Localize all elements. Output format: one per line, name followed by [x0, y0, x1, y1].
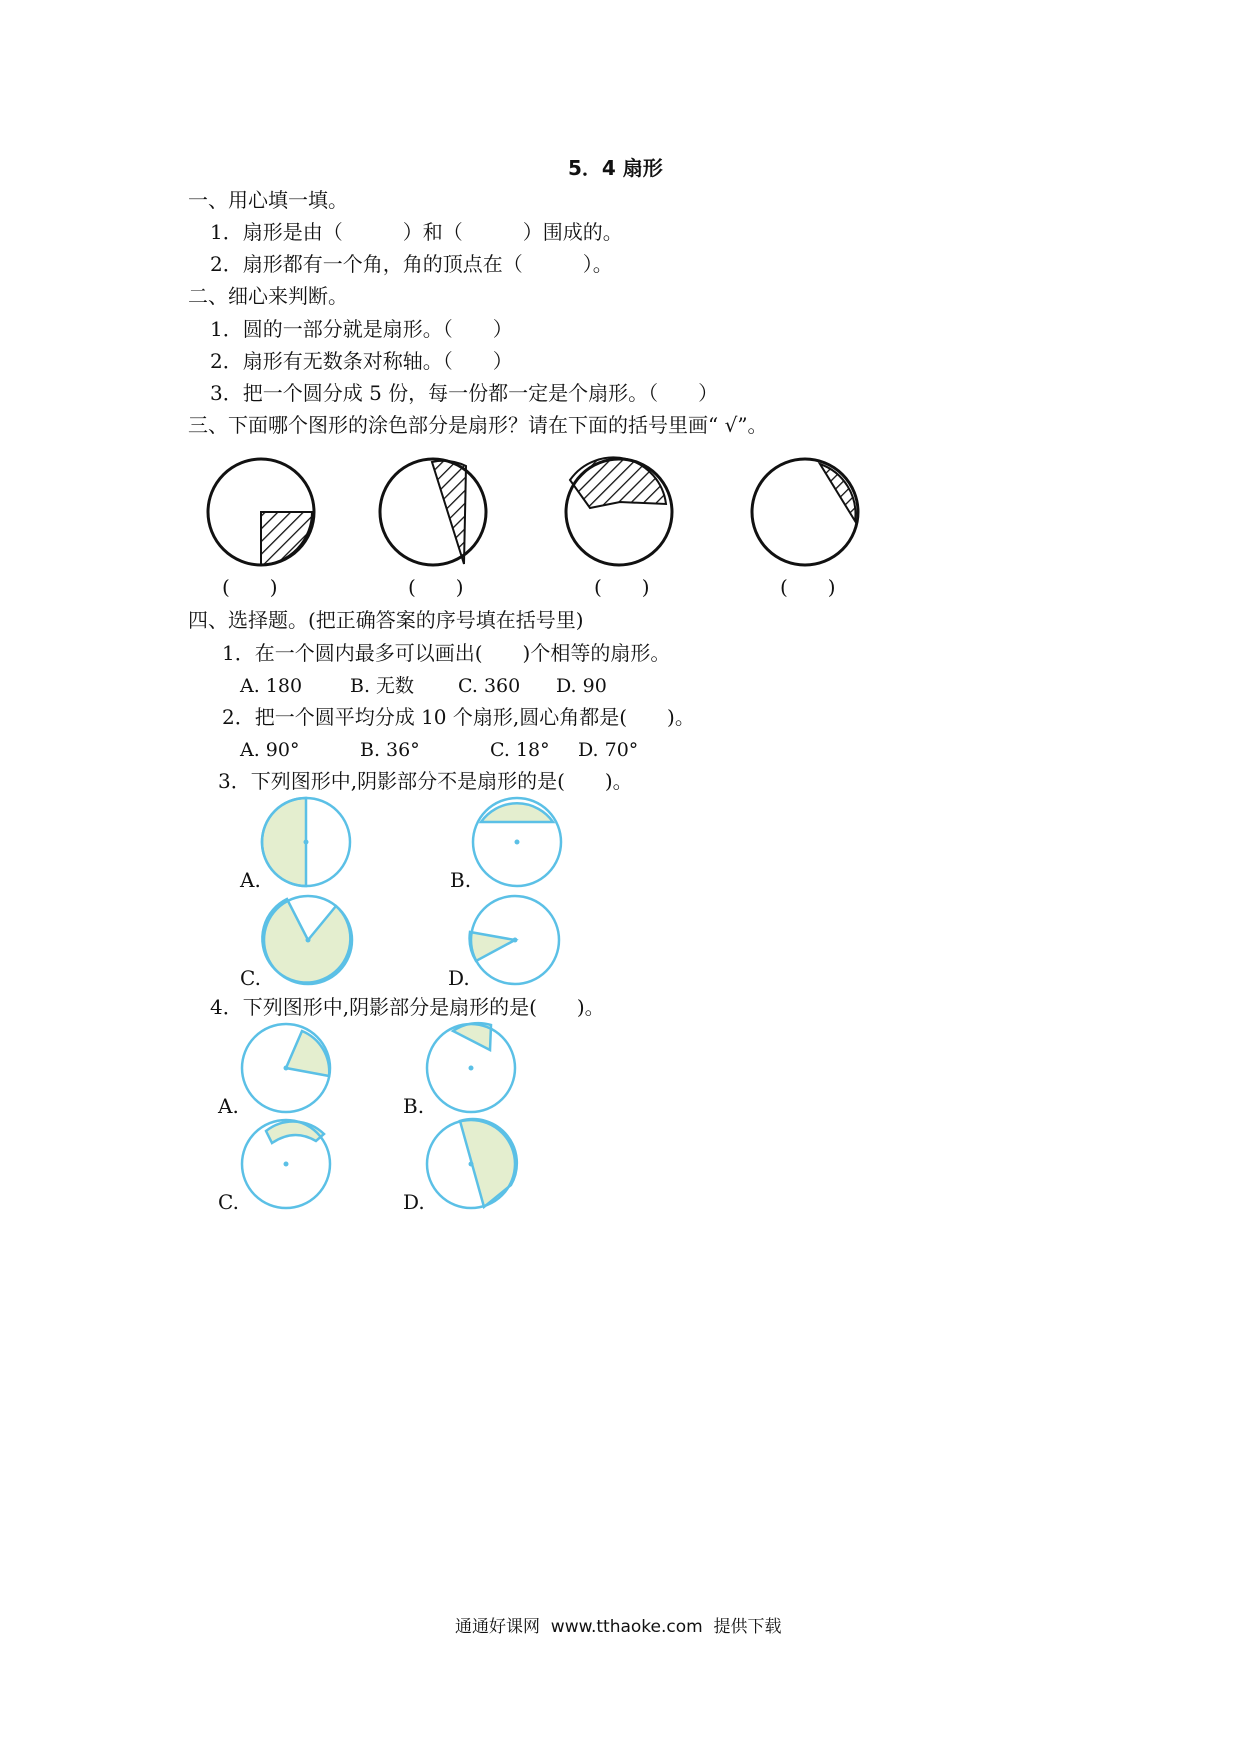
page-title: 5．4 扇形	[568, 156, 663, 180]
section4-q4-text: 4．下列图形中,阴影部分是扇形的是( )。	[210, 995, 605, 1019]
q4-figure-b	[427, 1023, 515, 1112]
section4-q2-option-c: C. 18°	[490, 739, 550, 761]
figure-4-shaded-region	[820, 464, 855, 521]
section3-blank-4: ( )	[780, 575, 836, 599]
section1-question-2: 2．扇形都有一个角，角的顶点在（ ）。	[210, 252, 613, 276]
footer-text: 通通好课网 www.tthaoke.com 提供下载	[455, 1617, 782, 1637]
q3-label-c: C.	[240, 966, 261, 990]
section4-q1-option-c: C. 360	[458, 675, 521, 697]
q4-label-d: D.	[403, 1190, 425, 1214]
section2-question-2: 2．扇形有无数条对称轴。（ ）	[210, 349, 513, 373]
figure-3-shaded-region	[570, 457, 666, 508]
section4-q1-option-b: B. 无数	[350, 675, 415, 697]
q4-label-b: B.	[403, 1094, 425, 1118]
section2-question-1: 1．圆的一部分就是扇形。（ ）	[210, 317, 513, 341]
section4-q1-text: 1．在一个圆内最多可以画出( )个相等的扇形。	[222, 641, 671, 665]
section3-blank-2: ( )	[408, 575, 464, 599]
section4-heading: 四、选择题。(把正确答案的序号填在括号里)	[188, 608, 584, 632]
section2-heading: 二、细心来判断。	[188, 284, 348, 308]
q4-figure-d	[427, 1119, 517, 1208]
figure-circle-1	[208, 459, 314, 565]
section3-heading: 三、下面哪个图形的涂色部分是扇形？请在下面的括号里画“ √”。	[188, 413, 768, 437]
q4-label-a: A.	[218, 1094, 239, 1118]
q4-label-c: C.	[218, 1190, 239, 1214]
q3-label-d: D.	[448, 966, 470, 990]
figure-2-shaded-region	[432, 461, 466, 564]
q3-figure-d	[470, 896, 559, 984]
section3-blank-1: ( )	[222, 575, 278, 599]
q3-figure-a	[262, 798, 350, 886]
section4-q2-option-b: B. 36°	[360, 739, 420, 761]
q3-label-b: B.	[450, 868, 472, 892]
section1-heading: 一、用心填一填。	[188, 188, 348, 212]
q3-figures	[240, 795, 640, 985]
figure-circle-4	[752, 459, 858, 565]
section4-q1-option-a: A. 180	[240, 675, 303, 697]
q3-figure-c	[262, 896, 352, 984]
figure-circle-3	[566, 457, 672, 565]
section3-figures	[0, 455, 1240, 575]
section4-q3-text: 3．下列图形中,阴影部分不是扇形的是( )。	[218, 769, 633, 793]
q3-label-a: A.	[240, 868, 261, 892]
section3-blank-3: ( )	[594, 575, 650, 599]
section1-question-1: 1．扇形是由（ ）和（ ）围成的。	[210, 220, 623, 244]
section4-q2-option-a: A. 90°	[240, 739, 300, 761]
q4-figure-a	[242, 1024, 330, 1112]
q3-figure-b	[473, 798, 561, 886]
figure-circle-2	[380, 459, 486, 565]
section4-q2-option-d: D. 70°	[578, 739, 639, 761]
q4-figure-c	[242, 1120, 330, 1208]
section4-q2-text: 2．把一个圆平均分成 10 个扇形,圆心角都是( )。	[222, 705, 695, 729]
section4-q1-option-d: D. 90	[556, 675, 607, 697]
section2-question-3: 3．把一个圆分成 5 份，每一份都一定是个扇形。（ ）	[210, 381, 719, 405]
q4-figures	[215, 1020, 545, 1210]
